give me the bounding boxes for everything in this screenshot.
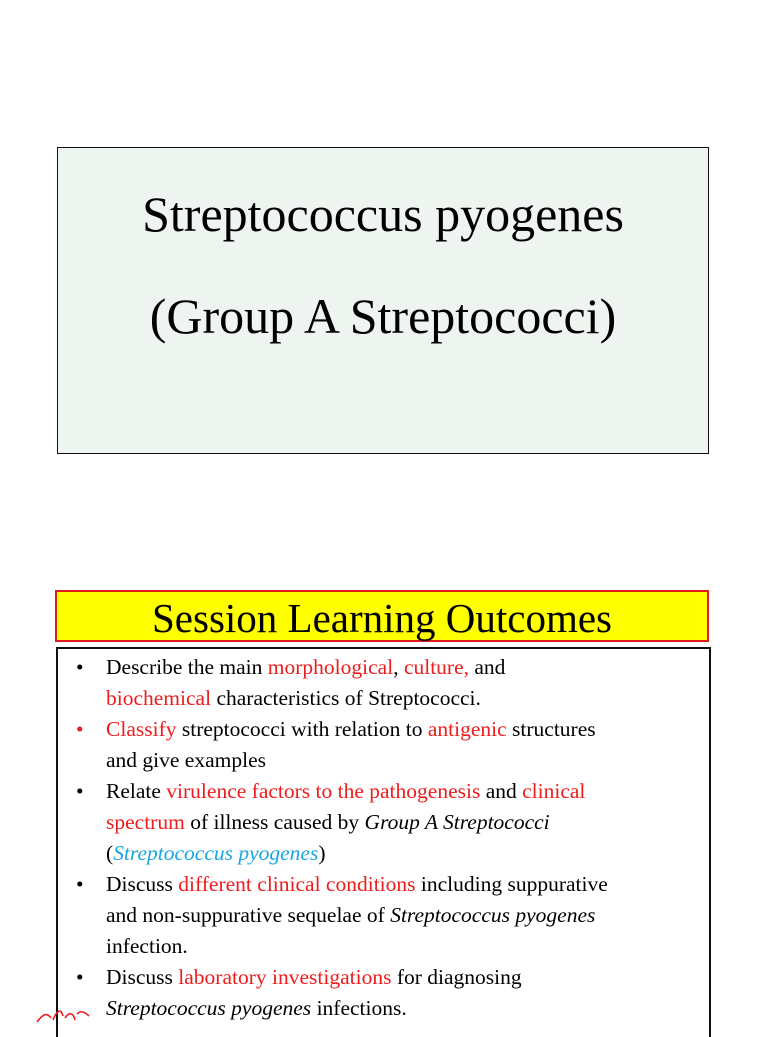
outcome-item: [76, 869, 711, 962]
outcome-line: [106, 931, 711, 962]
bullet-icon: •: [76, 779, 84, 803]
outcome-item: [76, 776, 711, 869]
text-segment: Describe the main: [106, 655, 268, 679]
text-segment: Streptococcus pyogenes: [390, 903, 596, 927]
text-segment: and: [480, 779, 523, 803]
text-segment: antigenic: [427, 717, 507, 741]
text-segment: structures: [506, 717, 596, 741]
outcome-line: [106, 962, 711, 993]
bullet-icon: •: [76, 965, 84, 989]
text-segment: different clinical conditions: [178, 872, 416, 896]
text-segment: morphological: [267, 655, 394, 679]
text-segment: and give examples: [106, 748, 267, 772]
text-segment: infection.: [106, 934, 188, 958]
text-segment: Relate: [106, 779, 167, 803]
outcomes-heading: Session Learning Outcomes: [55, 590, 709, 642]
text-segment: Streptococcus pyogenes: [106, 996, 312, 1020]
text-segment: Discuss: [106, 872, 179, 896]
outcome-text: [106, 869, 711, 962]
text-segment: of illness caused by: [184, 810, 365, 834]
text-segment: infections.: [311, 996, 407, 1020]
outcome-line: [106, 745, 711, 776]
outcome-text: [106, 962, 711, 1024]
outcome-line: [106, 776, 711, 807]
text-segment: ): [318, 841, 326, 865]
outcome-line: [106, 869, 711, 900]
text-segment: characteristics of Streptococci.: [211, 686, 481, 710]
text-segment: spectrum: [106, 810, 185, 834]
text-segment: biochemical: [106, 686, 212, 710]
title-box: [57, 147, 709, 454]
outcomes-list: [56, 647, 711, 1037]
text-segment: virulence factors to the pathogenesis: [166, 779, 481, 803]
outcome-text: [106, 714, 711, 776]
outcome-item: [76, 714, 711, 776]
outcome-line: [106, 683, 711, 714]
outcome-item: [76, 962, 711, 1024]
outcome-line: [106, 714, 711, 745]
text-segment: clinical: [522, 779, 586, 803]
title-line-2: (Group A Streptococci): [149, 288, 617, 344]
text-segment: including suppurative: [415, 872, 608, 896]
text-segment: and: [469, 655, 506, 679]
text-segment: laboratory investigations: [178, 965, 392, 989]
text-segment: culture,: [403, 655, 470, 679]
bullet-icon: •: [76, 717, 84, 741]
text-segment: ,: [393, 655, 404, 679]
outcome-text: [106, 776, 711, 869]
text-segment: Group A Streptococci: [364, 810, 550, 834]
bullet-icon: •: [76, 655, 84, 679]
text-segment: Classify: [106, 717, 177, 741]
bullet-icon: •: [76, 872, 84, 896]
outcome-line: [106, 652, 711, 683]
outcome-line: [106, 807, 711, 838]
outcome-line: [106, 993, 711, 1024]
text-segment: and non-suppurative sequelae of: [106, 903, 391, 927]
outcome-line: [106, 900, 711, 931]
handwritten-mark: [35, 1000, 95, 1024]
text-segment: Streptococcus pyogenes: [113, 841, 319, 865]
text-segment: Discuss: [106, 965, 179, 989]
title-line-1: Streptococcus pyogenes: [142, 186, 624, 242]
outcome-line: [106, 838, 711, 869]
text-segment: streptococci with relation to: [176, 717, 428, 741]
outcome-text: [106, 652, 711, 714]
text-segment: for diagnosing: [391, 965, 522, 989]
text-segment: (: [106, 841, 114, 865]
outcome-item: [76, 652, 711, 714]
